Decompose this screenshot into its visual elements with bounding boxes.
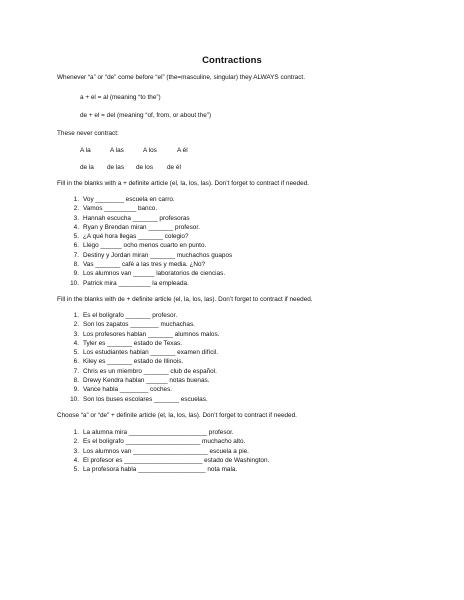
- rule-del: de + el = del (meaning “of, from, or about the”): [80, 112, 212, 119]
- never-item: A los: [143, 147, 157, 154]
- worksheet-page: Contractions Whenever “a” or “de” come before “el” (the=masculine, singular) they ALWAYS contract. a + el = al (meaning “to the”) de + el = del (meaning “of, from, or about the”) These never contract: A la A las A los A él de la de las de los de él Fill in the blanks with a + definite article (el, la, los, las). Don’t forget to contract if needed. 1. Voy ________ escuela en carro. 2. Vamos _________ banco. 3. Hannah escucha _______ profesoras 4. Ryan y Brendan miran _______ profesor. 5. ¿A qué hora llegas _______ colegio? 6. Llego ______ ocho menos cuarto en punto. 7. Destiny y Jordan miran _______ muchachos guapos 8. Vas _______ café a las tres y media. ¿No? 9. Los alumnos van ______ laboratorios de ciencias. 10. Patrick mira _________ la empleada. Fill in the blanks with de + definite article (el, la, los, las). Don’t forget to contract if needed. 1. Es el bolígrafo _______ profesor. 2. Son los zapatos ________ muchachas. 3. Los profesores hablan _______ alumnos malos. 4. Tyler es _______ estado de Texas. 5. Los estudiantes hablan _______ examen difícil. 6. Kiley es _______ estado de Illinois. 7. Chris es un miembro _______ club de español. 8. Drewy Kendra hablan ______ notas buenas. 9. Vance habla ________ coches. 10. Son los buses escolares _______ escuelas. Choose “a” or “de” + definite article (el, la, los, las). Don’t forget to contract if needed. 1. La alumna mira ______________________ profesor. 2. Es el bolígrafo _____________________ muchacho alto. 3. Los alumnos van _____________________ escuela a pie. 4. El profesor es ______________________ estado de Washington. 5. La profesora habla ___________________ nota mala.: [0, 0, 464, 600]
- rule-al: a + el = al (meaning “to the”): [80, 94, 161, 101]
- never-item: A la: [80, 147, 91, 154]
- never-item: de las: [107, 164, 125, 171]
- section-a-header: Fill in the blanks with a + definite article (el, la, los, las). Don’t forget to contract if needed.: [57, 180, 310, 187]
- page-title: Contractions: [202, 55, 262, 66]
- never-item: de la: [80, 164, 94, 171]
- never-item: A él: [177, 147, 188, 154]
- intro-text: Whenever “a” or “de” come before “el” (the=masculine, singular) they ALWAYS contract.: [57, 74, 305, 81]
- section-choose-header: Choose “a” or “de” + definite article (el, la, los, las). Don’t forget to contract if needed.: [57, 412, 297, 419]
- never-item: de los: [136, 164, 154, 171]
- never-contract-header: These never contract:: [57, 130, 119, 137]
- never-item: de él: [167, 164, 181, 171]
- never-item: A las: [110, 147, 124, 154]
- section-de-header: Fill in the blanks with de + definite article (el, la, los, las). Don’t forget to contract if needed.: [57, 296, 313, 303]
